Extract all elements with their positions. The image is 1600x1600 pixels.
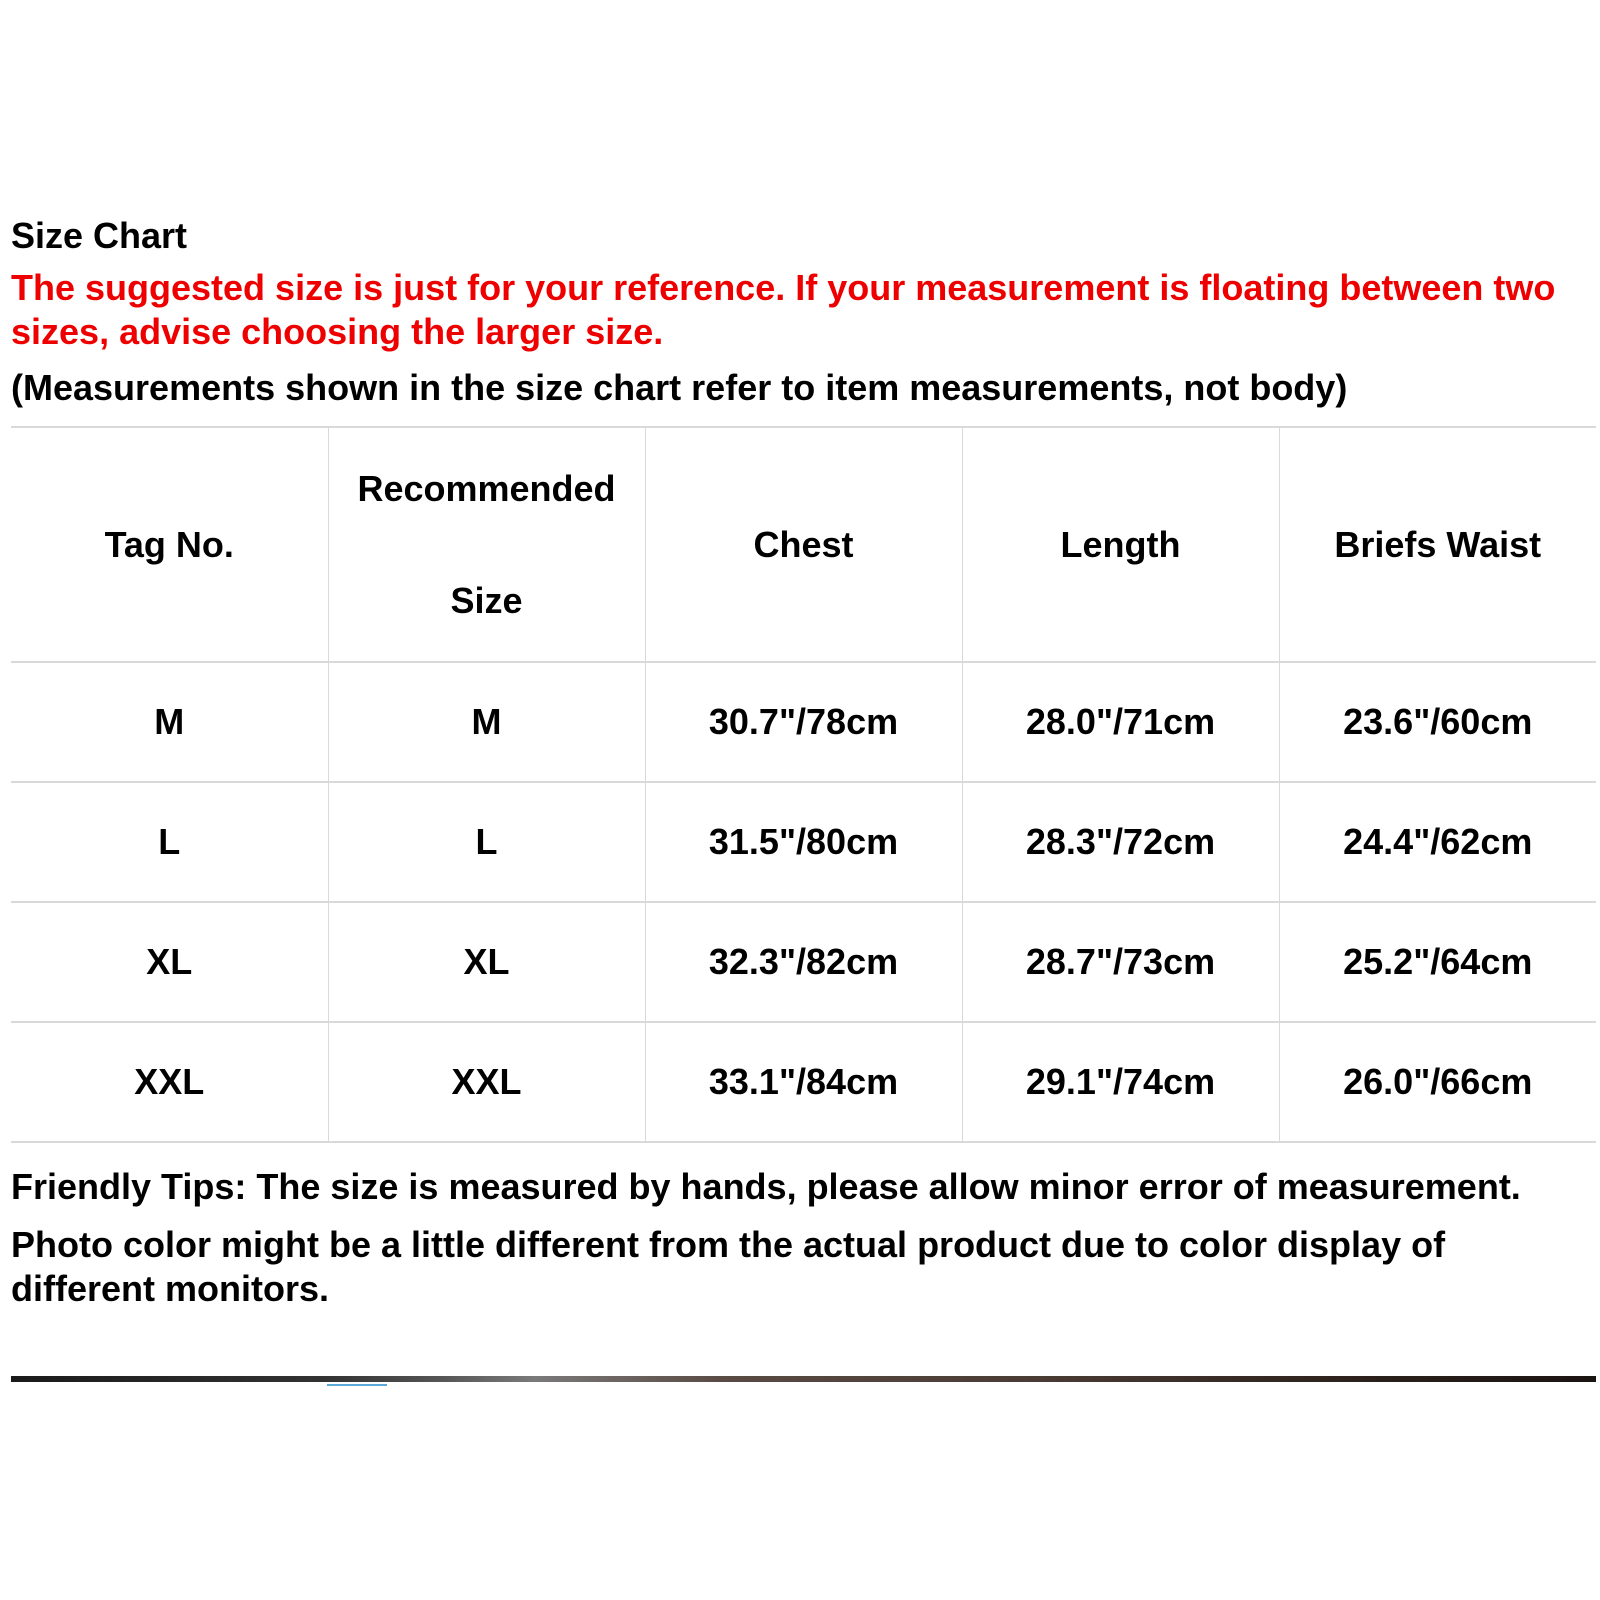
friendly-tips: Friendly Tips: The size is measured by hands, please allow minor error of measurement. xyxy=(11,1166,1521,1207)
cell-briefs-waist: 24.4"/62cm xyxy=(1343,821,1533,862)
header-tag: Tag No. xyxy=(11,427,328,662)
cell-length: 28.0"/71cm xyxy=(962,662,1279,782)
header-chest: Chest xyxy=(645,427,962,662)
cell-recommended: XXL xyxy=(328,1022,645,1142)
cell-tag: M xyxy=(11,662,328,782)
size-chart-section xyxy=(11,212,1596,1311)
cell-chest: 31.5"/80cm xyxy=(645,782,962,902)
cell-chest: 32.3"/82cm xyxy=(645,902,962,1022)
cell-recommended: L xyxy=(328,782,645,902)
table-row xyxy=(11,902,1596,1022)
cell-briefs-waist: 25.2"/64cm xyxy=(1343,941,1533,982)
size-notice: The suggested size is just for your reference. If your measurement is floating between two sizes, advise choosing the larger size. xyxy=(11,267,1556,352)
cell-length: 29.1"/74cm xyxy=(962,1022,1279,1142)
table-row xyxy=(11,1022,1596,1142)
cell-recommended: XL xyxy=(328,902,645,1022)
size-table xyxy=(11,426,1596,1143)
cell-recommended: M xyxy=(328,662,645,782)
header-recommended-line2: Size xyxy=(450,579,523,621)
table-header-row xyxy=(11,427,1596,662)
cell-briefs-waist: 26.0"/66cm xyxy=(1343,1061,1533,1102)
cell-length: 28.3"/72cm xyxy=(962,782,1279,902)
cell-length: 28.7"/73cm xyxy=(962,902,1279,1022)
cell-briefs-waist: 23.6"/60cm xyxy=(1343,701,1533,742)
bottom-image-edge xyxy=(11,1376,1596,1382)
photo-color-note: Photo color might be a little different from the actual product due to color display of different monitors. xyxy=(11,1224,1446,1309)
header-recommended-size xyxy=(328,427,645,662)
header-length: Length xyxy=(962,427,1279,662)
page-title: Size Chart xyxy=(11,215,188,256)
header-briefs-waist: Briefs Waist xyxy=(1334,523,1542,565)
header-recommended-line1: Recommended xyxy=(357,467,616,509)
table-row xyxy=(11,662,1596,782)
table-row xyxy=(11,782,1596,902)
bottom-accent-line xyxy=(327,1384,387,1386)
cell-tag: L xyxy=(11,782,328,902)
cell-chest: 33.1"/84cm xyxy=(645,1022,962,1142)
measurement-note: (Measurements shown in the size chart refer to item measurements, not body) xyxy=(11,367,1348,408)
cell-tag: XXL xyxy=(11,1022,328,1142)
cell-tag: XL xyxy=(11,902,328,1022)
cell-chest: 30.7"/78cm xyxy=(645,662,962,782)
